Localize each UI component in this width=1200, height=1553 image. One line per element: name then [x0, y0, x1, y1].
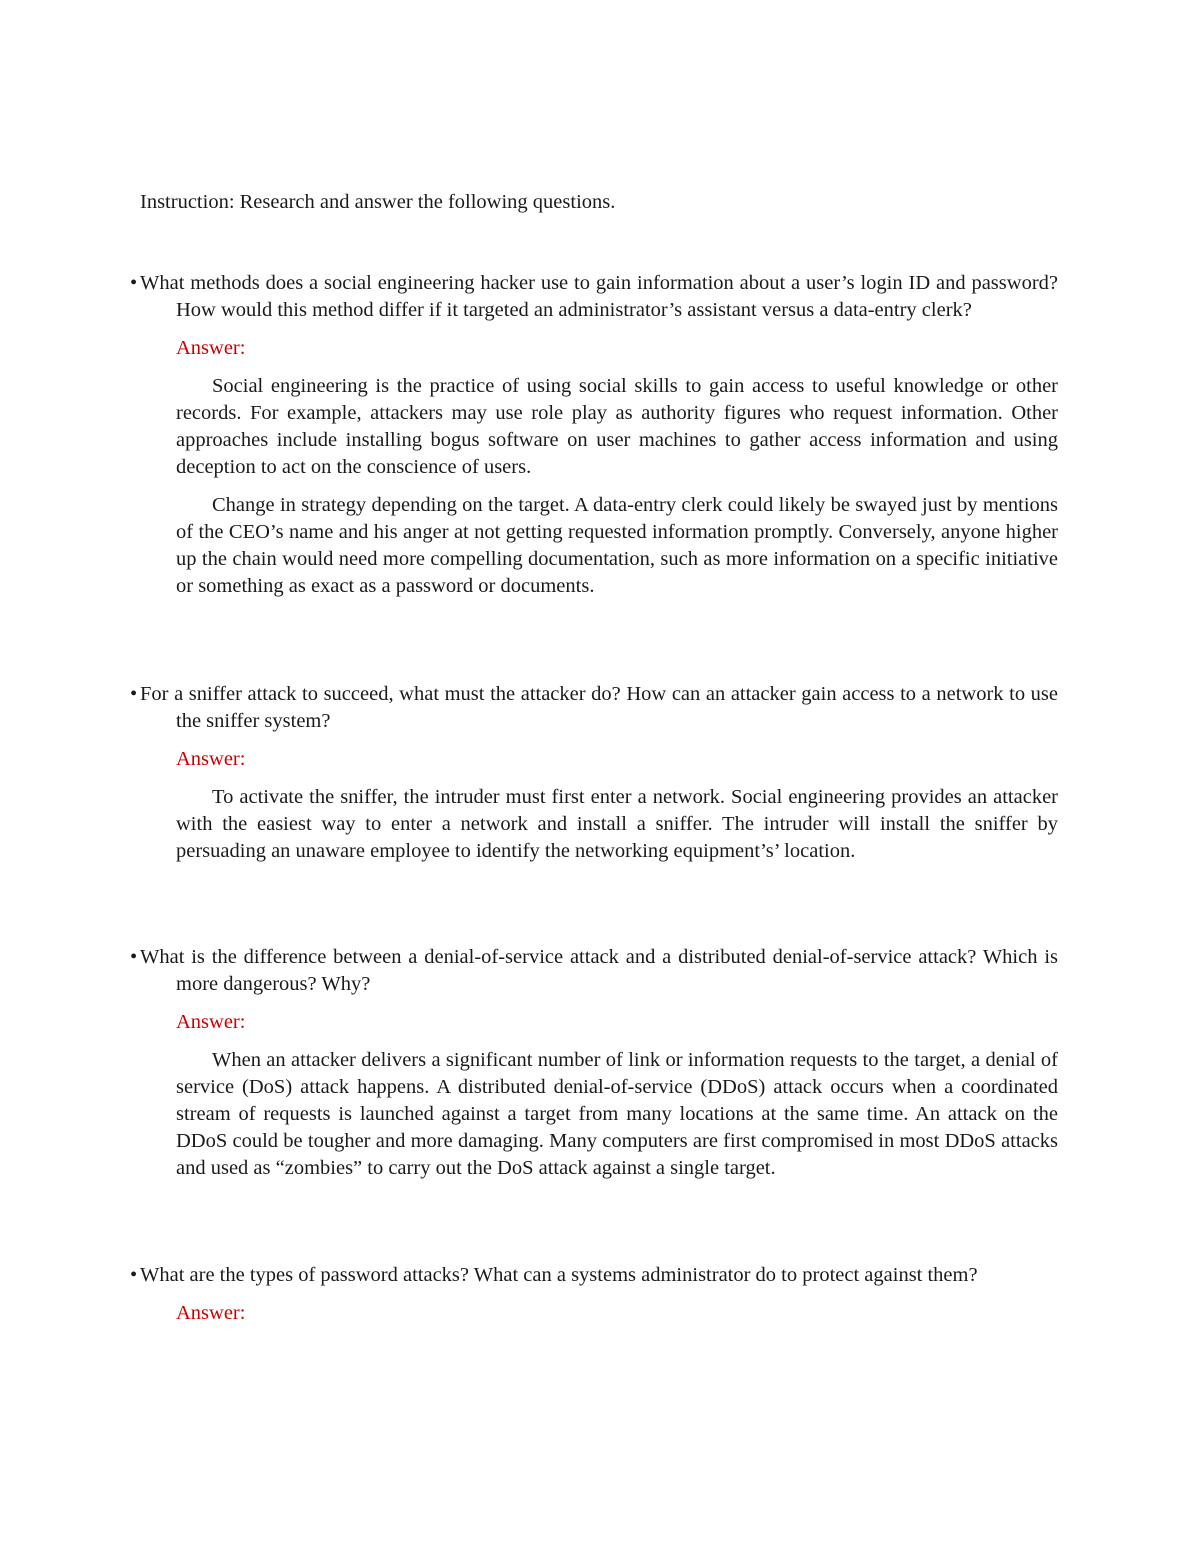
- answer-1-paragraph-2: Change in strategy depending on the target. A data-entry clerk could likely be swayed just by mentions of the CEO’s name and his anger at not getting requested information promptly. Conversely, anyone higher up the chain would need more compelling documentation, such as more information on a specific initiative or something as exact as a password or documents.: [176, 494, 1058, 597]
- question-block-4: [130, 1262, 1058, 1327]
- bullet-icon: •: [130, 946, 138, 968]
- answer-label-1: Answer:: [176, 337, 246, 359]
- bullet-icon: •: [130, 1264, 138, 1286]
- answer-2-paragraph-1: To activate the sniffer, the intruder must first enter a network. Social engineering provides an attacker with the easiest way to enter a network and install a sniffer. The intruder will install the sniffer by persuading an unaware employee to identify the networking equipment’s’ location.: [176, 786, 1058, 862]
- answer-label-4: Answer:: [176, 1302, 246, 1324]
- answer-1-paragraph-1: Social engineering is the practice of using social skills to gain access to useful knowledge or other records. For example, attackers may use role play as authority figures who request information. Other approaches include installing bogus software on user machines to gather access information and using deception to act on the conscience of users.: [176, 375, 1058, 478]
- instruction-text: Instruction: Research and answer the following questions.: [140, 191, 616, 213]
- question-3: [130, 944, 1058, 998]
- question-3-text: What is the difference between a denial-of-service attack and a distributed denial-of-service attack? Which is more dangerous? Why?: [140, 946, 1058, 995]
- bullet-icon: •: [130, 272, 138, 294]
- bullet-icon: •: [130, 683, 138, 705]
- answer-label-2: Answer:: [176, 748, 246, 770]
- question-1-text: What methods does a social engineering hacker use to gain information about a user’s login ID and password? How would this method differ if it targeted an administrator’s assistant versus a data-entry clerk?: [140, 272, 1058, 321]
- question-block-2: [130, 681, 1058, 865]
- question-block-1: [130, 270, 1058, 600]
- question-4: [130, 1262, 1058, 1289]
- question-2-text: For a sniffer attack to succeed, what must the attacker do? How can an attacker gain access to a network to use the sniffer system?: [140, 683, 1058, 732]
- question-2: [130, 681, 1058, 735]
- answer-3-paragraph-1: When an attacker delivers a significant number of link or information requests to the target, a denial of service (DoS) attack happens. A distributed denial-of-service (DDoS) attack occurs when a coordinated stream of requests is launched against a target from many locations at the same time. An attack on the DDoS could be tougher and more damaging. Many computers are first compromised in most DDoS attacks and used as “zombies” to carry out the DoS attack against a single target.: [176, 1049, 1058, 1179]
- answer-label-3: Answer:: [176, 1011, 246, 1033]
- question-1: [130, 270, 1058, 324]
- question-block-3: [130, 944, 1058, 1182]
- question-4-text: What are the types of password attacks? What can a systems administrator do to protect against them?: [140, 1264, 978, 1286]
